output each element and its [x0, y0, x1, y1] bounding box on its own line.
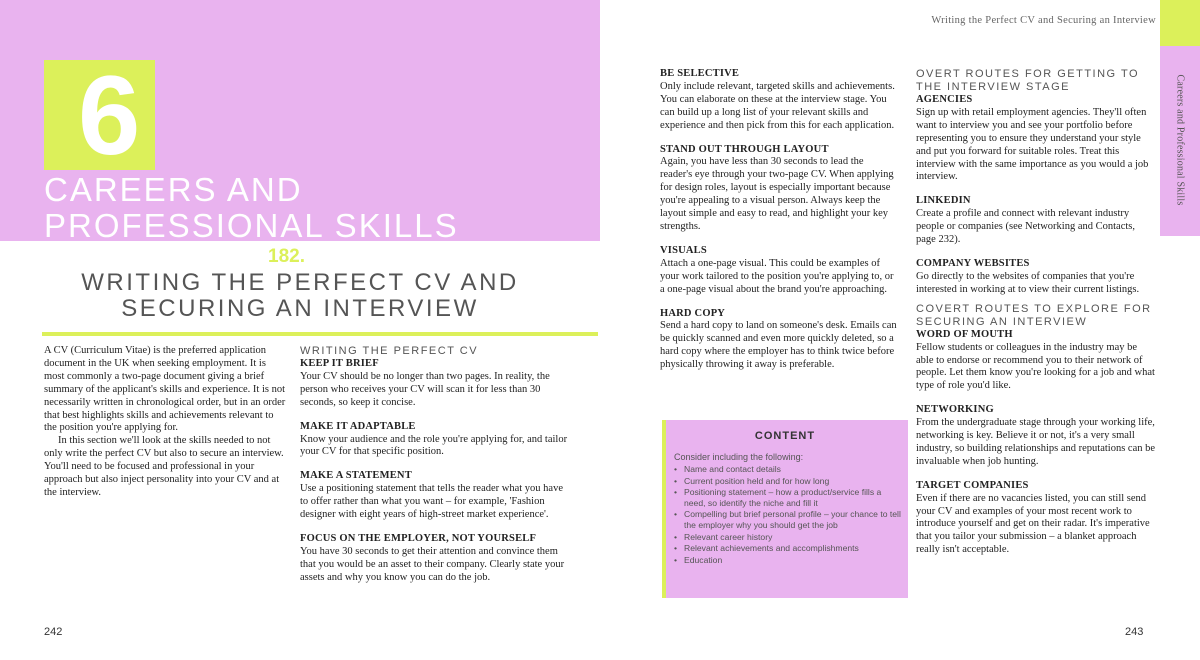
tip-heading: NETWORKING — [916, 404, 994, 416]
tip-block — [660, 245, 898, 297]
intro-paragraph-1: A CV (Curriculum Vitae) is the preferred application document in the UK when seeking employment. It is most commonly a two-page document giving a brief summary of the applicant's skills and experience. It is not necessarily written in chronological order, but in an order that best highlights skills and achievements relevant to the position you're applying for. — [44, 345, 286, 434]
tip-heading: FOCUS ON THE EMPLOYER, NOT YOURSELF — [300, 532, 537, 544]
tip-heading: VISUALS — [660, 244, 707, 256]
tip-block — [660, 144, 898, 234]
interview-routes-column — [916, 68, 1156, 568]
cv-tips-column — [660, 68, 898, 383]
tip-heading: HARD COPY — [660, 307, 726, 319]
tip-heading: TARGET COMPANIES — [916, 479, 1029, 491]
section-number: 182. — [268, 246, 305, 267]
tip-heading: MAKE A STATEMENT — [300, 470, 412, 482]
side-tab-label-wrap — [1162, 50, 1198, 230]
tip-text: Your CV should be no longer than two pages. In reality, the person who receives your CV will scan it for less than 30 seconds, so keep it concise. — [300, 370, 550, 408]
section-title — [60, 270, 540, 322]
list-item: • Education — [674, 555, 904, 566]
tip-text: You have 30 seconds to get their attention and convince them that you would be an asset to their company. Clearly state your assets and why you know you can do the job. — [300, 545, 565, 583]
page-number-left: 242 — [44, 626, 63, 638]
tip-block — [916, 329, 1156, 394]
section-title-line1: WRITING THE PERFECT CV AND — [81, 269, 519, 296]
tip-heading: MAKE IT ADAPTABLE — [300, 420, 416, 432]
tip-text: Use a positioning statement that tells the reader what you have to offer rather than what you want – for example, 'Fashion designer with eight years of high-street market experience'. — [300, 483, 564, 521]
tip-block — [916, 480, 1156, 557]
tip-heading: WORD OF MOUTH — [916, 328, 1013, 340]
content-callout-title: CONTENT — [754, 430, 816, 442]
running-head: Writing the Perfect CV and Securing an Interview — [931, 15, 1156, 26]
tip-heading: KEEP IT BRIEF — [300, 358, 379, 369]
content-callout-accent — [662, 420, 666, 598]
section-divider — [42, 332, 598, 336]
tip-text: Attach a one-page visual. This could be examples of your work tailored to the position you're applying to, or a one-page visual about the brand you're approaching. — [660, 257, 894, 295]
tip-block — [916, 258, 1156, 297]
intro-paragraph-2: In this section we'll look at the skills needed to not only write the perfect CV but also to secure an interview. You'll need to be focused and professional in your approach but also inject personality into your CV and at the interview. — [44, 435, 284, 498]
tip-heading: COMPANY WEBSITES — [916, 257, 1030, 269]
tip-text: Know your audience and the role you're applying for, and tailor your CV for that specific position. — [300, 433, 568, 458]
tip-block — [660, 308, 898, 373]
tip-block — [916, 195, 1156, 247]
chapter-title-line1: CAREERS AND — [44, 171, 303, 208]
subhead-covert-routes: COVERT ROUTES TO EXPLORE FOR SECURING AN INTERVIEW — [916, 302, 1152, 328]
tip-block — [660, 68, 898, 133]
chapter-title-line2: PROFESSIONAL SKILLS — [44, 207, 459, 244]
tip-block — [300, 533, 572, 585]
list-item: • Name and contact details — [674, 464, 904, 475]
tip-text: From the undergraduate stage through your working life, networking is key. Believe it or not, it's a very small industry, so building relationships and reputations can be invaluable when job hunting. — [916, 417, 1156, 467]
tip-heading: STAND OUT THROUGH LAYOUT — [660, 143, 829, 155]
side-tab-label: Careers and Professional Skills — [1174, 74, 1186, 206]
tip-block — [916, 404, 1156, 469]
content-callout-lead: Consider including the following: — [674, 452, 804, 462]
writing-cv-column — [300, 345, 572, 596]
subhead-overt-routes: OVERT ROUTES FOR GETTING TO THE INTERVIEW STAGE — [916, 68, 1140, 93]
side-tab-accent — [1160, 0, 1200, 46]
list-item: • Relevant achievements and accomplishments — [674, 543, 904, 554]
tip-text: Create a profile and connect with relevant industry people or companies (see Networking and Contacts, page 232). — [916, 208, 1135, 246]
tip-text: Go directly to the websites of companies that you're interested in working at to view their current listings. — [916, 270, 1140, 295]
tip-block — [300, 470, 572, 522]
list-item: • Positioning statement – how a product/service fills a need, so identify the niche and fill it — [674, 487, 904, 508]
chapter-number: 6 — [78, 53, 141, 178]
tip-text: Even if there are no vacancies listed, you can still send your CV and examples of your most recent work to introduce yourself and get on their radar. It's imperative that you tailor your submission – a blanket approach really isn't acceptable. — [916, 492, 1150, 556]
list-item: • Current position held and for how long — [674, 476, 904, 487]
tip-block — [300, 421, 572, 460]
tip-text: Only include relevant, targeted skills and achievements. You can elaborate on these at the interview stage. You can build up a long list of your relevant skills and experience and then pick from this for each application. — [660, 80, 895, 131]
list-item: • Relevant career history — [674, 532, 904, 543]
intro-column — [44, 345, 286, 500]
tip-heading: AGENCIES — [916, 94, 973, 105]
tip-heading: LINKEDIN — [916, 195, 971, 207]
list-item: • Compelling but brief personal profile – your chance to tell the employer why you should get the job — [674, 509, 904, 530]
tip-block — [300, 358, 572, 410]
tip-text: Sign up with retail employment agencies. They'll often want to interview you and see your portfolio before representing you to ensure they understand your style and put you forward for suitable roles. Treat this interview with the same importance as you would a job interview. — [916, 106, 1149, 183]
section-title-line2: SECURING AN INTERVIEW — [121, 295, 479, 322]
tip-text: Send a hard copy to land on someone's desk. Emails can be quickly scanned and even more quickly deleted, so a hard copy where the employer has to think twice before physically throwing it away is preferable. — [660, 320, 897, 371]
tip-text: Fellow students or colleagues in the industry may be able to endorse or recommend you to their network of people. Let them know you're looking for a job and what type of role you'd like. — [916, 341, 1155, 392]
page-number-right: 243 — [1125, 626, 1144, 638]
tip-text: Again, you have less than 30 seconds to lead the reader's eye through your two-page CV. When applying for design roles, layout is especially important because you're appealing to a visual person. Always keep the layout simple and easy to read, and highlight your key strengths. — [660, 156, 894, 232]
chapter-title — [44, 172, 459, 244]
tip-heading: BE SELECTIVE — [660, 68, 740, 79]
content-checklist — [674, 464, 904, 566]
subhead-writing-cv: WRITING THE PERFECT CV — [300, 345, 479, 357]
tip-block — [916, 94, 1156, 184]
